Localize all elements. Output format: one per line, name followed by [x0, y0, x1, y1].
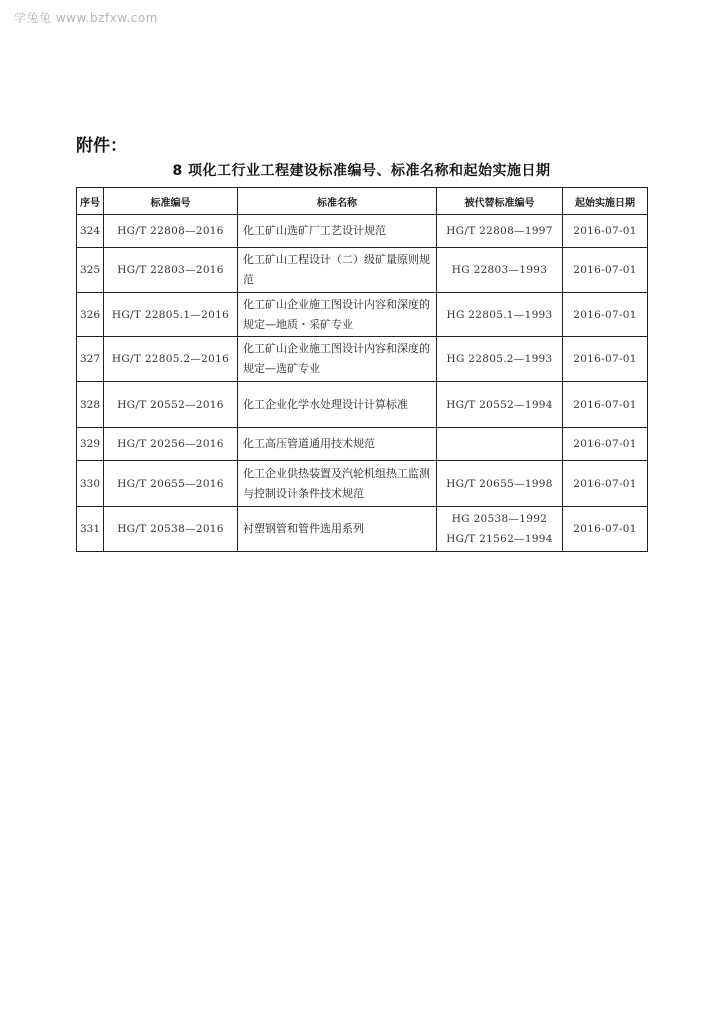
replaced-standard-cell [437, 382, 563, 428]
standard-name-cell: 衬塑钢管和管件选用系列 [238, 507, 437, 552]
header-effective-date: 起始实施日期 [563, 188, 648, 215]
replaced-standard-cell [437, 337, 563, 382]
document-title: 8 项化工行业工程建设标准编号、标准名称和起始实施日期 [172, 163, 551, 179]
standard-code-cell: HG/T 22808—2016 [104, 215, 238, 248]
table-row [77, 293, 648, 337]
replaced-standard-text: HG 22803—1993 [451, 264, 548, 276]
table-row [77, 337, 648, 382]
standard-code-cell: HG/T 20256—2016 [104, 428, 238, 461]
serial-number-cell: 329 [77, 428, 104, 461]
replaced-standard-text: HG/T 22808—1997 [446, 225, 553, 237]
replaced-standard-text: HG/T 20552—1994 [446, 398, 553, 411]
serial-number-cell: 327 [77, 337, 104, 382]
replaced-standard-cell [437, 507, 563, 552]
table-row [77, 428, 648, 461]
table-row [77, 507, 648, 552]
replaced-standard-text: HG 20538—1992 [451, 513, 548, 525]
effective-date-cell: 2016-07-01 [563, 428, 648, 461]
replaced-standard-cell [437, 248, 563, 293]
effective-date-cell: 2016-07-01 [563, 337, 648, 382]
serial-number-cell: 331 [77, 507, 104, 552]
table-row [77, 382, 648, 428]
serial-number-cell: 326 [77, 293, 104, 337]
standard-name-cell: 化工矿山企业施工图设计内容和深度的规定—地质・采矿专业 [238, 293, 437, 337]
header-standard-code: 标准编号 [104, 188, 238, 215]
replaced-standard-cell [437, 428, 563, 461]
effective-date-cell: 2016-07-01 [563, 215, 648, 248]
replaced-standard-text: HG 22805.2—1993 [446, 353, 553, 365]
table-row [77, 248, 648, 293]
table-header-row [77, 188, 648, 215]
watermark-text: 学兔兔 www.bzfxw.com [14, 11, 158, 25]
standard-code-cell: HG/T 22803—2016 [104, 248, 238, 293]
standards-table [76, 187, 648, 552]
replaced-standard-cell [437, 215, 563, 248]
serial-number-cell: 324 [77, 215, 104, 248]
header-replaced-standard: 被代替标准编号 [437, 188, 563, 215]
standard-code-cell: HG/T 22805.1—2016 [104, 293, 238, 337]
standard-name-cell: 化工企业化学水处理设计计算标准 [238, 382, 437, 428]
replaced-standard-text: HG 22805.1—1993 [446, 308, 553, 321]
serial-number-cell: 325 [77, 248, 104, 293]
attachment-label: 附件： [76, 136, 127, 156]
effective-date-cell: 2016-07-01 [563, 507, 648, 552]
replaced-standard-text: HG/T 20655—1998 [446, 477, 553, 490]
standard-code-cell: HG/T 22805.2—2016 [104, 337, 238, 382]
replaced-standard-cell [437, 293, 563, 337]
standard-code-cell: HG/T 20552—2016 [104, 382, 238, 428]
standard-name-cell: 化工高压管道通用技术规范 [238, 428, 437, 461]
serial-number-cell: 330 [77, 461, 104, 507]
replaced-standard-cell [437, 461, 563, 507]
table-row [77, 215, 648, 248]
header-standard-name: 标准名称 [238, 188, 437, 215]
standard-name-cell: 化工企业供热装置及汽轮机组热工监测与控制设计条件技术规范 [238, 461, 437, 507]
standard-name-cell: 化工矿山选矿厂工艺设计规范 [238, 215, 437, 248]
effective-date-cell: 2016-07-01 [563, 382, 648, 428]
replaced-standard-text: HG/T 21562—1994 [446, 533, 553, 545]
standard-code-cell: HG/T 20538—2016 [104, 507, 238, 552]
standard-name-cell: 化工矿山工程设计（二）级矿量原则规范 [238, 248, 437, 293]
serial-number-cell: 328 [77, 382, 104, 428]
standard-name-cell: 化工矿山企业施工图设计内容和深度的规定—选矿专业 [238, 337, 437, 382]
effective-date-cell: 2016-07-01 [563, 248, 648, 293]
effective-date-cell: 2016-07-01 [563, 293, 648, 337]
table-row [77, 461, 648, 507]
standard-code-cell: HG/T 20655—2016 [104, 461, 238, 507]
header-serial-number: 序号 [77, 188, 104, 215]
effective-date-cell: 2016-07-01 [563, 461, 648, 507]
